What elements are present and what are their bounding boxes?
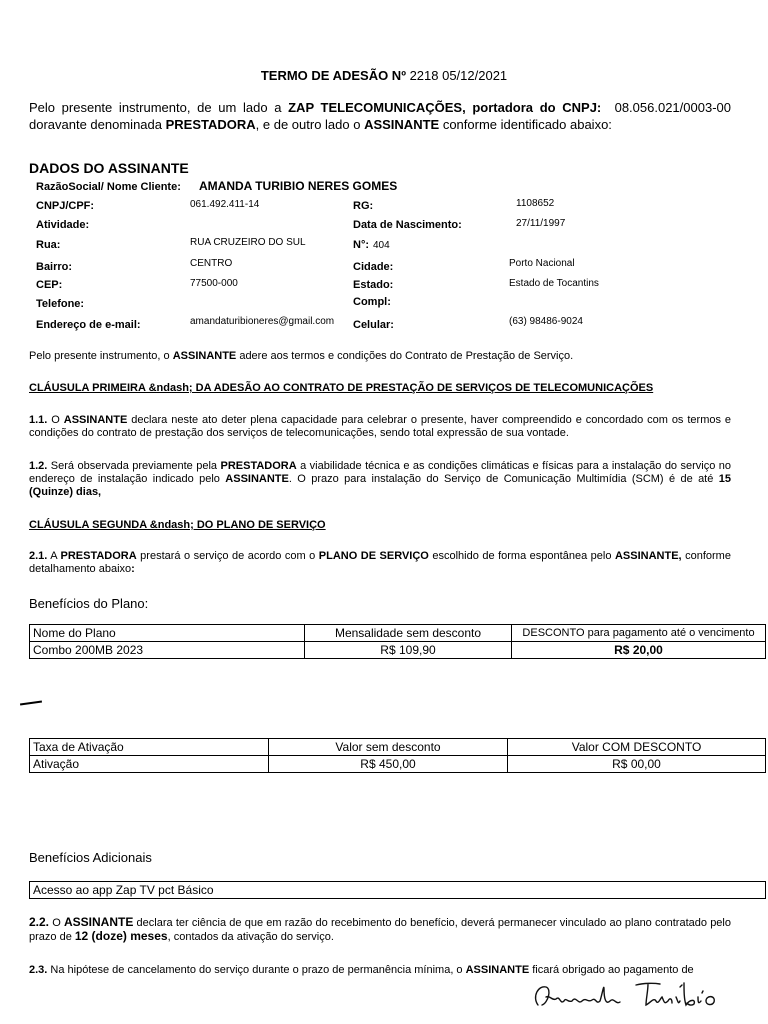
rg-value: 1108652 [516,198,555,209]
cep-value: 77500-000 [190,278,238,289]
pen-mark [20,700,42,705]
table-row [30,882,766,899]
subscriber-section-title: DADOS DO ASSINANTE [29,160,189,176]
activation-discount-cell: R$ 00,00 [508,756,766,773]
additional-benefits-table [29,881,766,899]
district-label: Bairro: [36,261,73,273]
term-number: 2218 05/12/2021 [409,68,508,83]
paragraph-2-2: 2.2. O ASSINANTE declara ter ciência de que em razão do recebimento do benefício, deverá permanecer vinculado ao plano contratado pelo prazo de 12 (doze) meses, contados da ativação do serviço. [29,915,731,943]
activation-header-discount: Valor COM DESCONTO [508,739,766,756]
mobile-label: Celular: [353,319,394,331]
cpf-label: CNPJ/CPF: [36,200,95,212]
table-row [30,642,766,659]
paragraph-1-2: 1.2. Será observada previamente pela PRESTADORA a viabilidade técnica e as condições climáticas e físicas para a instalação do serviço no endereço de instalação indicado pelo ASSINANTE. O prazo para instalação do Serviço de Comunicação Multimídia (SCM) é de até 15 (Quinze) dias, [29,460,732,498]
company-name: ZAP TELECOMUNICAÇÕES, portadora do CNPJ: [288,100,602,115]
title-label: TERMO DE ADESÃO Nº [260,68,406,83]
birth-value: 27/11/1997 [516,218,566,229]
plan-discount-cell: R$ 20,00 [512,642,766,659]
adhesion-paragraph: Pelo presente instrumento, o ASSINANTE adere aos termos e condições do Contrato de Prestação de Serviço. [29,350,574,362]
additional-benefit-item: Acesso ao app Zap TV pct Básico [30,882,766,899]
email-label: Endereço de e-mail: [36,319,141,331]
district-value: CENTRO [190,258,233,269]
company-cnpj: 08.056.021/0003-00 [614,100,731,115]
table-row [30,625,766,642]
intro-paragraph: Pelo presente instrumento, de um lado a ZAP TELECOMUNICAÇÕES, portadora do CNPJ: 08.056.021/0003-00 doravante denominada PRESTADORA, e de outro lado o ASSINANTE conforme identificado abaixo: [29,100,731,132]
activation-table [29,738,766,773]
plan-header-name: Nome do Plano [30,625,305,642]
mobile-value: (63) 98486-9024 [509,316,583,327]
table-row [30,756,766,773]
signature [530,975,730,1015]
state-label: Estado: [353,279,394,291]
name-label: RazãoSocial/ Nome Cliente: [36,181,181,193]
phone-label: Telefone: [36,298,85,310]
street-label: Rua: [36,239,61,251]
birth-label: Data de Nascimento: [353,219,462,231]
activation-header-full: Valor sem desconto [269,739,508,756]
clause-two-title: CLÁUSULA SEGUNDA &ndash; DO PLANO DE SERVIÇO [29,519,326,531]
activation-name-cell: Ativação [30,756,269,773]
client-name: AMANDA TURIBIO NERES GOMES [199,179,398,193]
paragraph-2-1: 2.1. A PRESTADORA prestará o serviço de acordo com o PLANO DE SERVIÇO escolhido de forma espontânea pelo ASSINANTE, conforme detalhamento abaixo: [29,550,731,575]
number-label: N°: [353,239,370,251]
number-value: 404 [373,240,390,251]
cep-label: CEP: [36,279,63,291]
city-label: Cidade: [353,261,394,273]
plan-table [29,624,766,659]
paragraph-2-3: 2.3. Na hipótese de cancelamento do serviço durante o prazo de permanência mínima, o ASSINANTE ficará obrigado ao pagamento de [29,964,694,976]
document-title [0,68,768,83]
activation-full-cell: R$ 450,00 [269,756,508,773]
cpf-value: 061.492.411-14 [190,199,260,210]
paragraph-1-1: 1.1. O ASSINANTE declara neste ato deter plena capacidade para celebrar o presente, haver compreendido e concordado com os termos e condições do contrato de prestação dos serviços de telecomunicações, sendo total expressão de sua vontade. [29,414,732,439]
state-value: Estado de Tocantins [509,278,599,289]
plan-header-monthly: Mensalidade sem desconto [305,625,512,642]
activation-header-fee: Taxa de Ativação [30,739,269,756]
clause-one-title: CLÁUSULA PRIMEIRA &ndash; DA ADESÃO AO CONTRATO DE PRESTAÇÃO DE SERVIÇOS DE TELECOMUNICAÇÕES [29,382,654,394]
plan-monthly-cell: R$ 109,90 [305,642,512,659]
compl-label: Compl: [353,296,391,308]
table-row [30,739,766,756]
rg-label: RG: [353,200,374,212]
plan-name-cell: Combo 200MB 2023 [30,642,305,659]
city-value: Porto Nacional [509,258,575,269]
email-value: amandaturibioneres@gmail.com [190,316,335,327]
plan-benefits-title: Benefícios do Plano: [29,596,149,611]
additional-benefits-title: Benefícios Adicionais [29,850,152,865]
street-value: RUA CRUZEIRO DO SUL [190,237,306,248]
plan-header-discount: DESCONTO para pagamento até o vencimento [512,625,766,642]
activity-label: Atividade: [36,219,90,231]
